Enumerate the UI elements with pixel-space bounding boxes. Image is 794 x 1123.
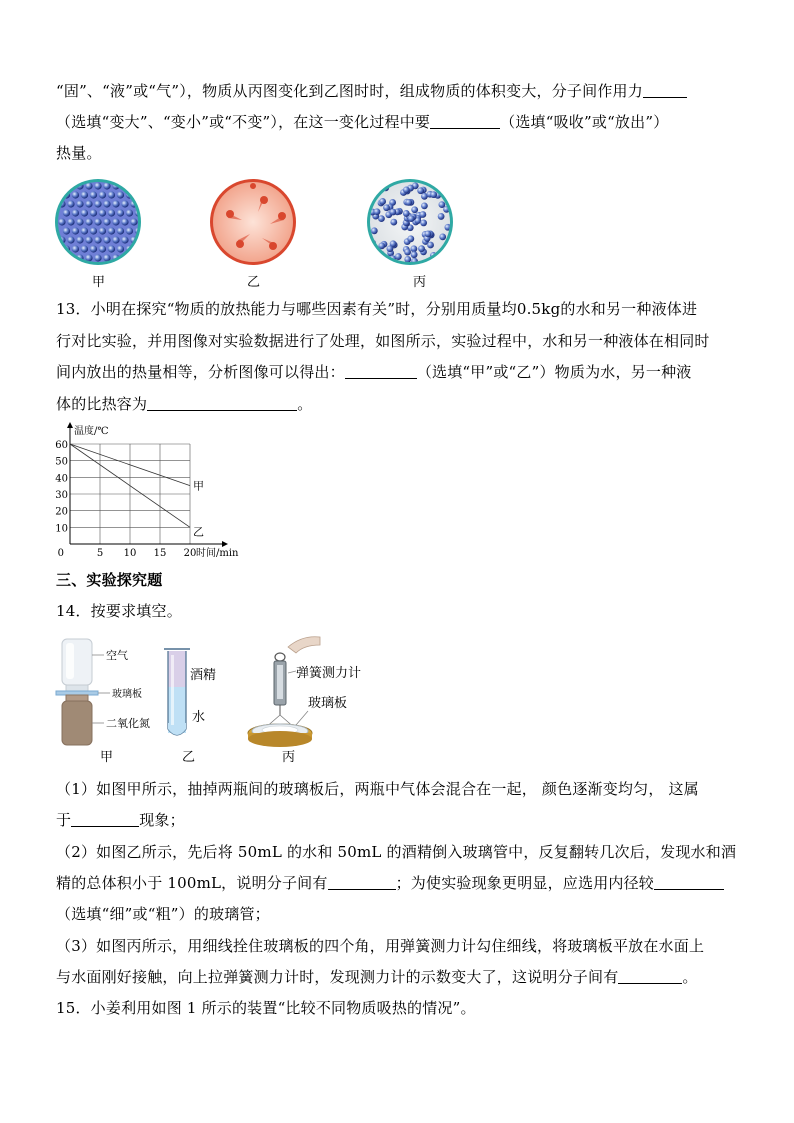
liquid-particle-89 [418, 245, 425, 252]
liquid-particle-11 [442, 256, 449, 263]
liquid-particle-21 [375, 253, 382, 260]
liquid-particle-83 [439, 233, 446, 240]
q12-blank-1[interactable] [643, 82, 687, 98]
label-alcohol: 酒精 [190, 668, 217, 683]
liquid-particle-18 [411, 206, 418, 213]
x-tick-4: 20 [183, 548, 197, 559]
liquid-particle-23 [405, 199, 412, 206]
solid-particle-32 [108, 209, 115, 216]
solid-particle-47 [81, 227, 88, 234]
label-water: 水 [192, 710, 206, 725]
liquid-particle-90 [403, 186, 410, 193]
liquid-state-circle [367, 179, 453, 265]
y-axis-arrow [67, 422, 73, 428]
solid-particle-50 [108, 227, 115, 234]
solid-particle-39 [85, 218, 92, 225]
liquid-particle-55 [387, 245, 394, 252]
liquid-particle-73 [389, 209, 396, 216]
liquid-particle-57 [375, 182, 382, 189]
q15-line1: 15．小姜利用如图 1 所示的装置“比较不同物质吸热的情况”。 [56, 999, 476, 1017]
label-air: 空气 [106, 649, 128, 662]
y-tick-4: 50 [55, 456, 68, 468]
solid-particle-64 [72, 245, 79, 252]
solid-particle-66 [90, 245, 97, 252]
solid-particle-23 [103, 200, 110, 207]
solid-particle-55 [67, 236, 74, 243]
liquid-particle-26 [379, 198, 386, 205]
solid-particle-48 [90, 227, 97, 234]
q13-line4 [56, 393, 746, 415]
q14-p2-line2 [56, 872, 746, 894]
temperature-time-chart [54, 420, 244, 560]
q14-p3-line1: （3）如图丙所示，用细线拴住玻璃板的四个角，用弹簧测力计勾住细线，将玻璃板平放在水面上 [56, 937, 705, 955]
solid-particle-49 [99, 227, 106, 234]
liquid-particle-48 [404, 249, 411, 256]
caption-yi-14: 乙 [182, 750, 196, 765]
q14-title: 14．按要求填空。 [56, 602, 182, 620]
solid-particle-38 [76, 218, 83, 225]
x-axis-arrow [222, 541, 228, 547]
q12-text-1: “固”、“液”或“气”），物质从丙图变化到乙图时时，组成物质的体积变大，分子间作用力 [56, 82, 643, 100]
solid-particle-72 [58, 254, 65, 261]
chart-grid [70, 444, 190, 544]
solid-particle-15 [117, 191, 124, 198]
solid-particle-8 [130, 182, 137, 189]
q14-p1-line1: （1）如图甲所示，抽掉两瓶间的玻璃板后，两瓶中气体会混合在一起， 颜色逐渐变均匀， 这属 [56, 780, 699, 798]
liquid-particle-93 [427, 242, 434, 249]
y-axis-label: 温度/℃ [74, 426, 109, 437]
solid-particle-22 [94, 200, 101, 207]
solid-particle-21 [85, 200, 92, 207]
q13-line1: 13．小明在探究“物质的放热能力与哪些因素有关”时，分别用质量均0.5kg的水和另一种液体进 [56, 300, 698, 318]
solid-particle-44 [130, 218, 137, 225]
label-spring-scale: 弹簧测力计 [296, 666, 362, 681]
q14-p3-text-b: 。 [682, 968, 698, 986]
y-tick-0: 10 [55, 523, 68, 535]
section-title: 三、实验探究题 [56, 571, 163, 589]
origin-label: 0 [57, 548, 64, 559]
solid-particle-11 [81, 191, 88, 198]
solid-particle-43 [121, 218, 128, 225]
q14-p2-line1: （2）如图乙所示，先后将 50mL 的水和 50mL 的酒精倒入玻璃管中，反复翻转几次后，发现水和酒 [56, 843, 737, 861]
liquid-particle-85 [438, 213, 445, 220]
liquid-particle-47 [376, 258, 383, 265]
solid-particle-4 [94, 182, 101, 189]
q14-p1-text-a: 于 [56, 811, 72, 829]
liquid-particle-71 [395, 253, 402, 260]
solid-particle-24 [112, 200, 119, 207]
liquid-particle-61 [390, 219, 397, 226]
q14-blank-1[interactable] [71, 811, 139, 827]
q14-blank-4[interactable] [618, 968, 682, 984]
q12-text-2b: （选填“吸收”或“放出”） [500, 113, 669, 131]
liquid-particle-79 [411, 251, 418, 258]
solid-particle-27 [63, 209, 70, 216]
q14-p1-line2 [56, 809, 746, 831]
solid-particle-42 [112, 218, 119, 225]
q13-blank-2[interactable] [147, 395, 297, 411]
caption-jia-14: 甲 [100, 750, 114, 765]
solid-particle-31 [99, 209, 106, 216]
y-tick-2: 30 [55, 490, 68, 501]
solid-state-circle [55, 179, 142, 265]
solid-particle-40 [94, 218, 101, 225]
series-label-0: 甲 [193, 479, 204, 493]
solid-particle-61 [121, 236, 128, 243]
liquid-particle-92 [419, 211, 426, 218]
q14-p1-text-b: 现象； [139, 811, 185, 829]
solid-particle-52 [126, 227, 133, 234]
q14-p2-text-a: 精的总体积小于 100mL，说明分子间有 [56, 874, 328, 892]
solid-particle-45 [63, 227, 70, 234]
liquid-particle-51 [439, 201, 446, 208]
caption-bing-14: 丙 [282, 750, 296, 765]
solid-particle-58 [94, 236, 101, 243]
solid-particle-46 [72, 227, 79, 234]
liquid-particle-77 [371, 227, 378, 234]
x-axis-label: 时间/min [196, 548, 239, 559]
q12-blank-2[interactable] [430, 113, 500, 129]
q12-state-figures [52, 178, 472, 290]
q14-p2-line3: （选填“细”或“粗”）的玻璃管； [56, 905, 270, 923]
liquid-particle-78 [403, 210, 410, 217]
liquid-particle-66 [417, 187, 424, 194]
liquid-particle-72 [425, 230, 432, 237]
solid-particle-36 [58, 218, 65, 225]
solid-particle-67 [99, 245, 106, 252]
solid-particle-57 [85, 236, 92, 243]
q14-p2-text-b: ；为使实验现象更明显，应选用内径较 [395, 874, 654, 892]
q13-text-4a: 体的比热容为 [56, 395, 148, 413]
q13-text-4b: 。 [297, 395, 313, 413]
series-label-1: 乙 [193, 525, 204, 539]
q13-blank-1[interactable] [345, 363, 417, 379]
q14-blank-2[interactable] [328, 874, 396, 890]
q12-line3: 热量。 [56, 144, 102, 162]
q13-line3 [56, 361, 746, 383]
y-tick-5: 60 [55, 440, 68, 451]
x-tick-3: 15 [153, 548, 167, 559]
q13-text-3: 间内放出的热量相等，分析图像可以得出： [56, 363, 345, 381]
q14-blank-3[interactable] [654, 874, 724, 890]
solid-particle-80 [130, 254, 137, 261]
label-glass-plate-bing: 玻璃板 [308, 696, 348, 711]
solid-particle-34 [126, 209, 133, 216]
solid-particle-28 [72, 209, 79, 216]
solid-particle-69 [117, 245, 124, 252]
caption-yi: 乙 [247, 275, 261, 290]
solid-particle-65 [81, 245, 88, 252]
solid-particle-37 [67, 218, 74, 225]
solid-particle-0 [58, 182, 65, 189]
liquid-particle-76 [383, 204, 390, 211]
liquid-particle-62 [374, 208, 381, 215]
q13-line2: 行对比实验，并用图像对实验数据进行了处理，如图所示，实验过程中，水和另一种液体在相同时 [56, 332, 710, 350]
label-glass-plate-jia: 玻璃板 [112, 689, 142, 700]
q13-text-3b: （选填“甲”或“乙”）物质为水，另一种液 [416, 363, 692, 381]
liquid-particle-82 [420, 220, 427, 227]
q12-line2 [56, 111, 746, 133]
liquid-particle-58 [410, 245, 417, 252]
solid-particle-33 [117, 209, 124, 216]
liquid-particle-15 [421, 203, 428, 210]
liquid-particle-64 [430, 191, 437, 198]
q14-p3-line2 [56, 966, 746, 988]
q12-text-2a: （选填“变大”、“变小”或“不变”），在这一变化过程中要 [56, 113, 431, 131]
liquid-particle-94 [408, 215, 415, 222]
solid-particle-13 [99, 191, 106, 198]
solid-particle-14 [108, 191, 115, 198]
q12-line1 [56, 80, 746, 102]
q14-figures [52, 633, 382, 769]
solid-particle-29 [81, 209, 88, 216]
diffusion-bottles [56, 639, 110, 745]
solid-particle-41 [103, 218, 110, 225]
x-tick-2: 10 [123, 548, 137, 559]
liquid-particle-37 [436, 256, 443, 263]
liquid-particle-86 [407, 235, 414, 242]
solid-particle-17 [135, 191, 142, 198]
solid-particle-71 [135, 245, 142, 252]
caption-jia: 甲 [92, 275, 106, 290]
solid-particle-12 [90, 191, 97, 198]
label-no2: 二氧化氮 [106, 717, 150, 730]
mixing-tube [164, 649, 190, 735]
y-tick-3: 40 [55, 473, 68, 485]
solid-particle-19 [67, 200, 74, 207]
solid-particle-51 [117, 227, 124, 234]
q14-p3-text-a: 与水面刚好接触，向上拉弹簧测力计时，发现测力计的示数变大了，这说明分子间有 [56, 968, 619, 986]
solid-particle-25 [121, 200, 128, 207]
y-tick-1: 20 [55, 506, 68, 518]
x-tick-1: 5 [96, 548, 104, 559]
solid-particle-60 [112, 236, 119, 243]
solid-particle-10 [72, 191, 79, 198]
solid-particle-30 [90, 209, 97, 216]
caption-bing: 丙 [413, 275, 427, 290]
solid-particle-56 [76, 236, 83, 243]
solid-particle-59 [103, 236, 110, 243]
solid-particle-68 [108, 245, 115, 252]
solid-particle-20 [76, 200, 83, 207]
spring-scale-setup [248, 637, 320, 747]
solid-particle-76 [94, 254, 101, 261]
gas-state-circle [210, 179, 296, 265]
